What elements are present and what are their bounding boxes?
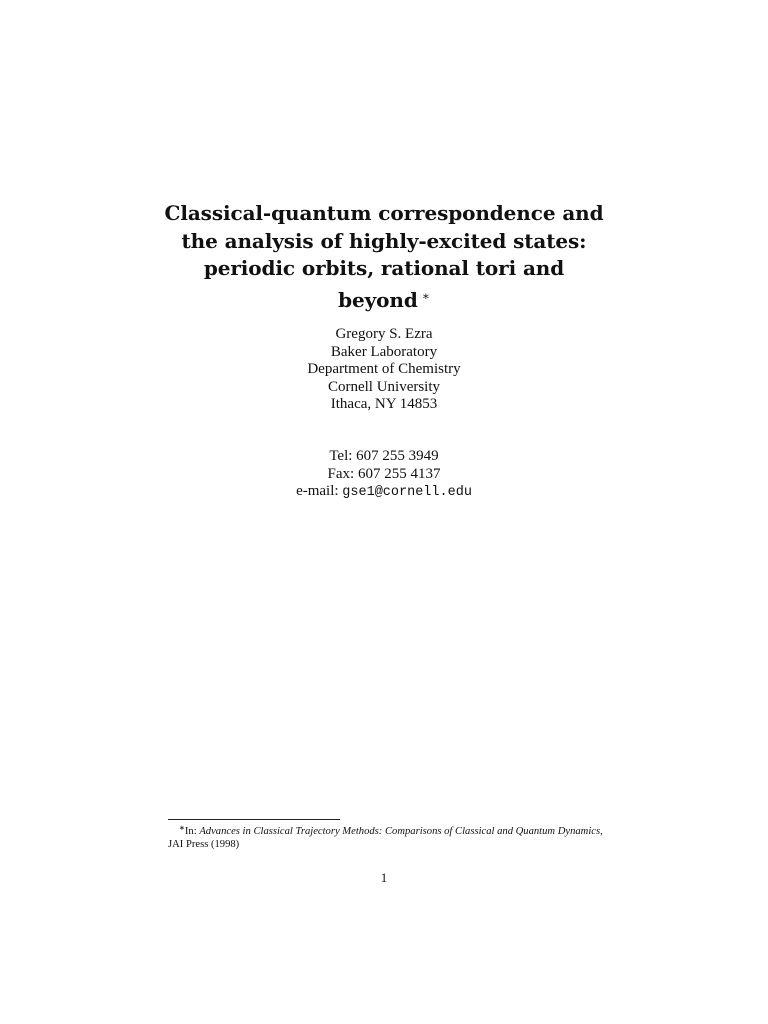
footnote-marker: ∗ — [179, 824, 185, 832]
title-line-1: Classical-quantum correspondence and — [164, 201, 604, 225]
contact-email-label: e-mail: — [296, 483, 339, 500]
title-line-2: the analysis of highly-excited states: — [181, 228, 587, 253]
author-name: Gregory S. Ezra — [335, 326, 433, 342]
footnote-divider — [168, 819, 340, 820]
footnote-publisher: , JAI Press (1998) — [168, 826, 603, 850]
author-lab: Baker Laboratory — [330, 343, 438, 360]
contact-email-line — [184, 483, 584, 502]
title-line-3: periodic orbits, rational tori and — [203, 256, 565, 280]
title-footnote-marker: ∗ — [421, 288, 430, 303]
page-number: 1 — [380, 870, 388, 885]
footnote-prefix: In: — [184, 826, 197, 837]
title-line-4 — [150, 283, 618, 315]
author-city: Ithaca, NY 14853 — [330, 396, 438, 413]
footnote-source-title: Advances in Classical Trajectory Methods: Comparisons of Classical and Quantum — [199, 826, 556, 837]
contact-info — [184, 448, 584, 502]
contact-email-link[interactable]: gse1@cornell.edu — [342, 485, 472, 501]
paper-title — [150, 200, 618, 314]
contact-tel: Tel: 607 255 3949 — [329, 448, 439, 464]
contact-fax: Fax: 607 255 4137 — [327, 465, 441, 482]
author-affiliation — [184, 326, 584, 414]
author-university: Cornell University — [327, 378, 441, 395]
footnote — [168, 822, 608, 851]
author-department: Department of Chemistry — [307, 361, 461, 378]
footnote-source-title-cont: Dynamics — [557, 826, 601, 837]
title-line-4-text: beyond — [338, 287, 418, 312]
